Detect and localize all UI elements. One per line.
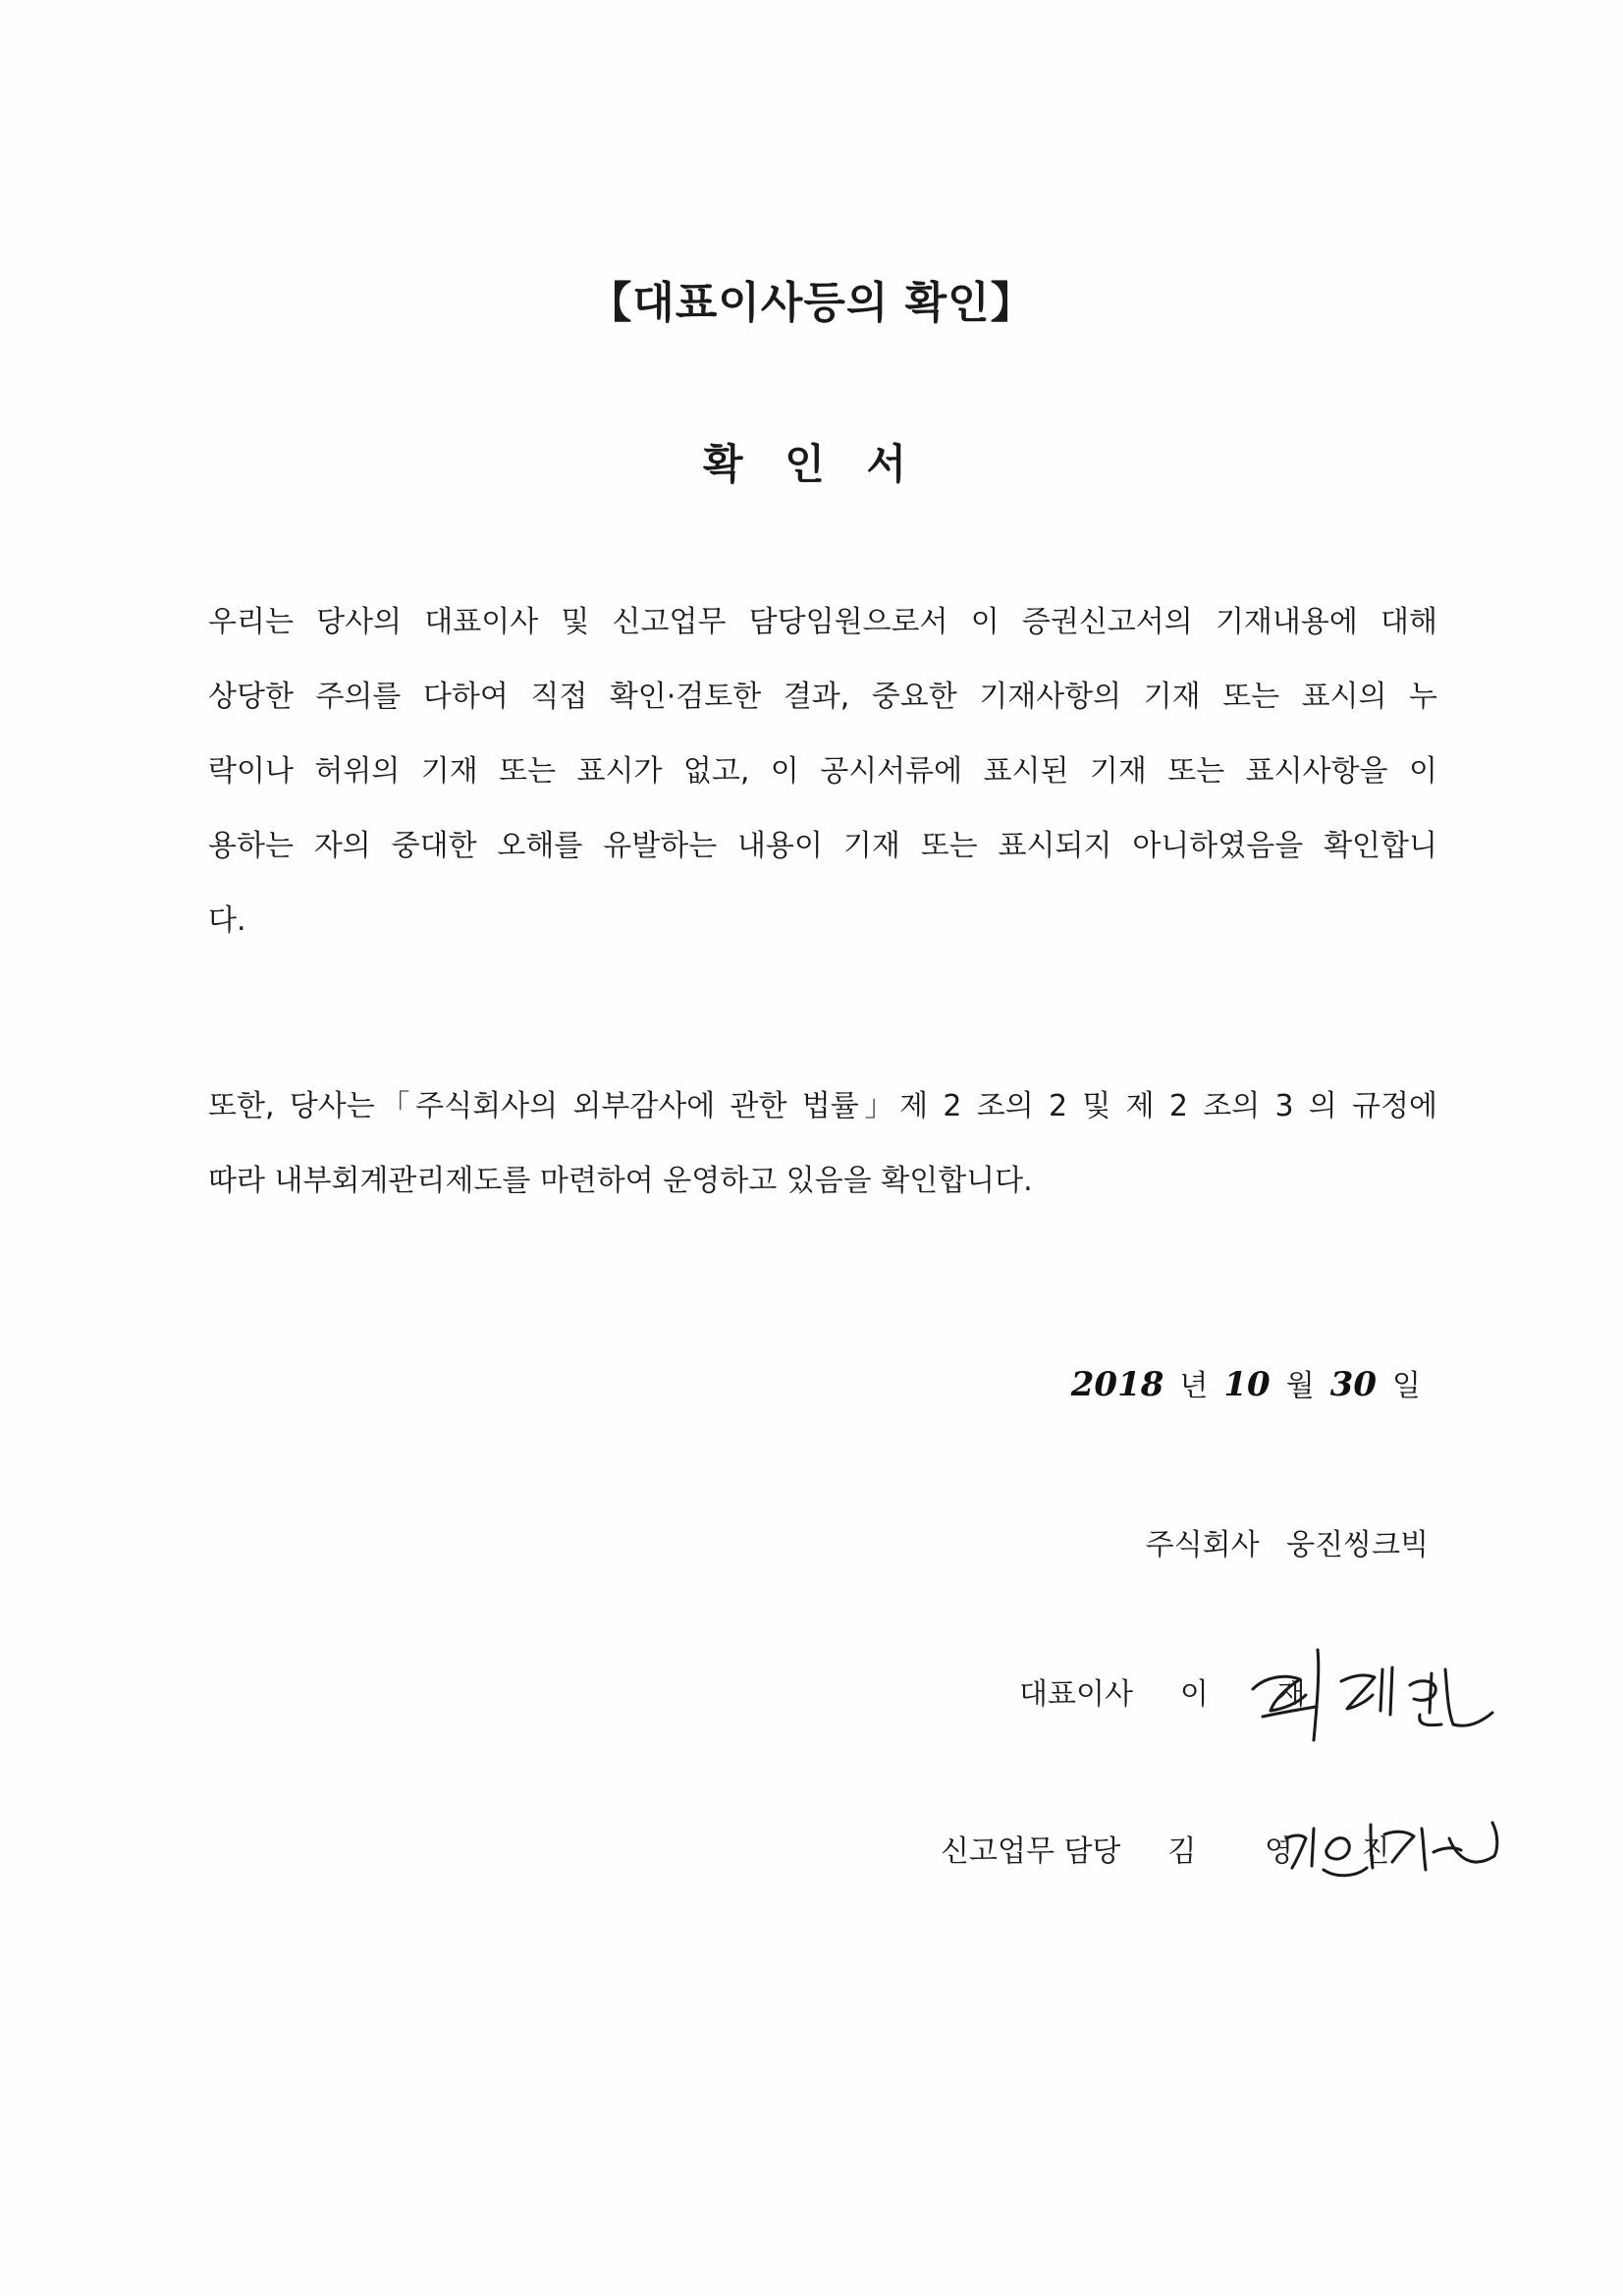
paragraph-line: 용하는 자의 중대한 오해를 유발하는 내용이 기재 또는 표시되지 아니하였음을 확인합니 (208, 829, 1437, 863)
paragraph-line: 또한, 당사는「주식회사의 외부감사에 관한 법률」제 2 조의 2 및 제 2 조의 3 의 규정에 (208, 1089, 1437, 1123)
paragraph-line: 우리는 당사의 대표이사 및 신고업무 담당임원으로서 이 증권신고서의 기재내용에 대해 (208, 605, 1437, 639)
signing-date (1061, 1355, 1427, 1404)
date-year-unit: 년 (1179, 1369, 1209, 1403)
document-heading: 【대표이사등의 확인】 (588, 278, 1035, 328)
paragraph-line: 다. (208, 903, 246, 938)
officer-handwritten-signature (1276, 1799, 1502, 1887)
date-month-unit: 월 (1285, 1369, 1315, 1403)
date-year: 2018 (1070, 1365, 1164, 1404)
document-subheading: 확 인 서 (703, 440, 920, 488)
paragraph-line: 따라 내부회계관리제도를 마련하여 운영하고 있음을 확인합니다. (208, 1164, 1033, 1198)
ceo-role: 대표이사 (1019, 1677, 1133, 1712)
paragraph-line: 상당한 주의를 다하여 직접 확인·검토한 결과, 중요한 기재사항의 기재 또는 표시의 누 (208, 680, 1437, 714)
officer-name: 김 영 진 (1167, 1834, 1420, 1869)
date-day-unit: 일 (1392, 1369, 1421, 1403)
confirmation-paragraph (208, 585, 1437, 958)
officer-role: 신고업무 담당 (941, 1834, 1121, 1869)
paragraph-line: 락이나 허위의 기재 또는 표시가 없고, 이 공시서류에 표시된 기재 또는 표시사항을 이 (208, 754, 1437, 789)
date-month: 10 (1223, 1365, 1271, 1404)
internal-control-paragraph (208, 1069, 1437, 1219)
company-name: 주식회사 웅진씽크빅 (1145, 1528, 1429, 1562)
ceo-name: 이 재 (1179, 1677, 1335, 1712)
date-day: 30 (1329, 1365, 1378, 1404)
ceo-handwritten-signature (1245, 1630, 1500, 1748)
